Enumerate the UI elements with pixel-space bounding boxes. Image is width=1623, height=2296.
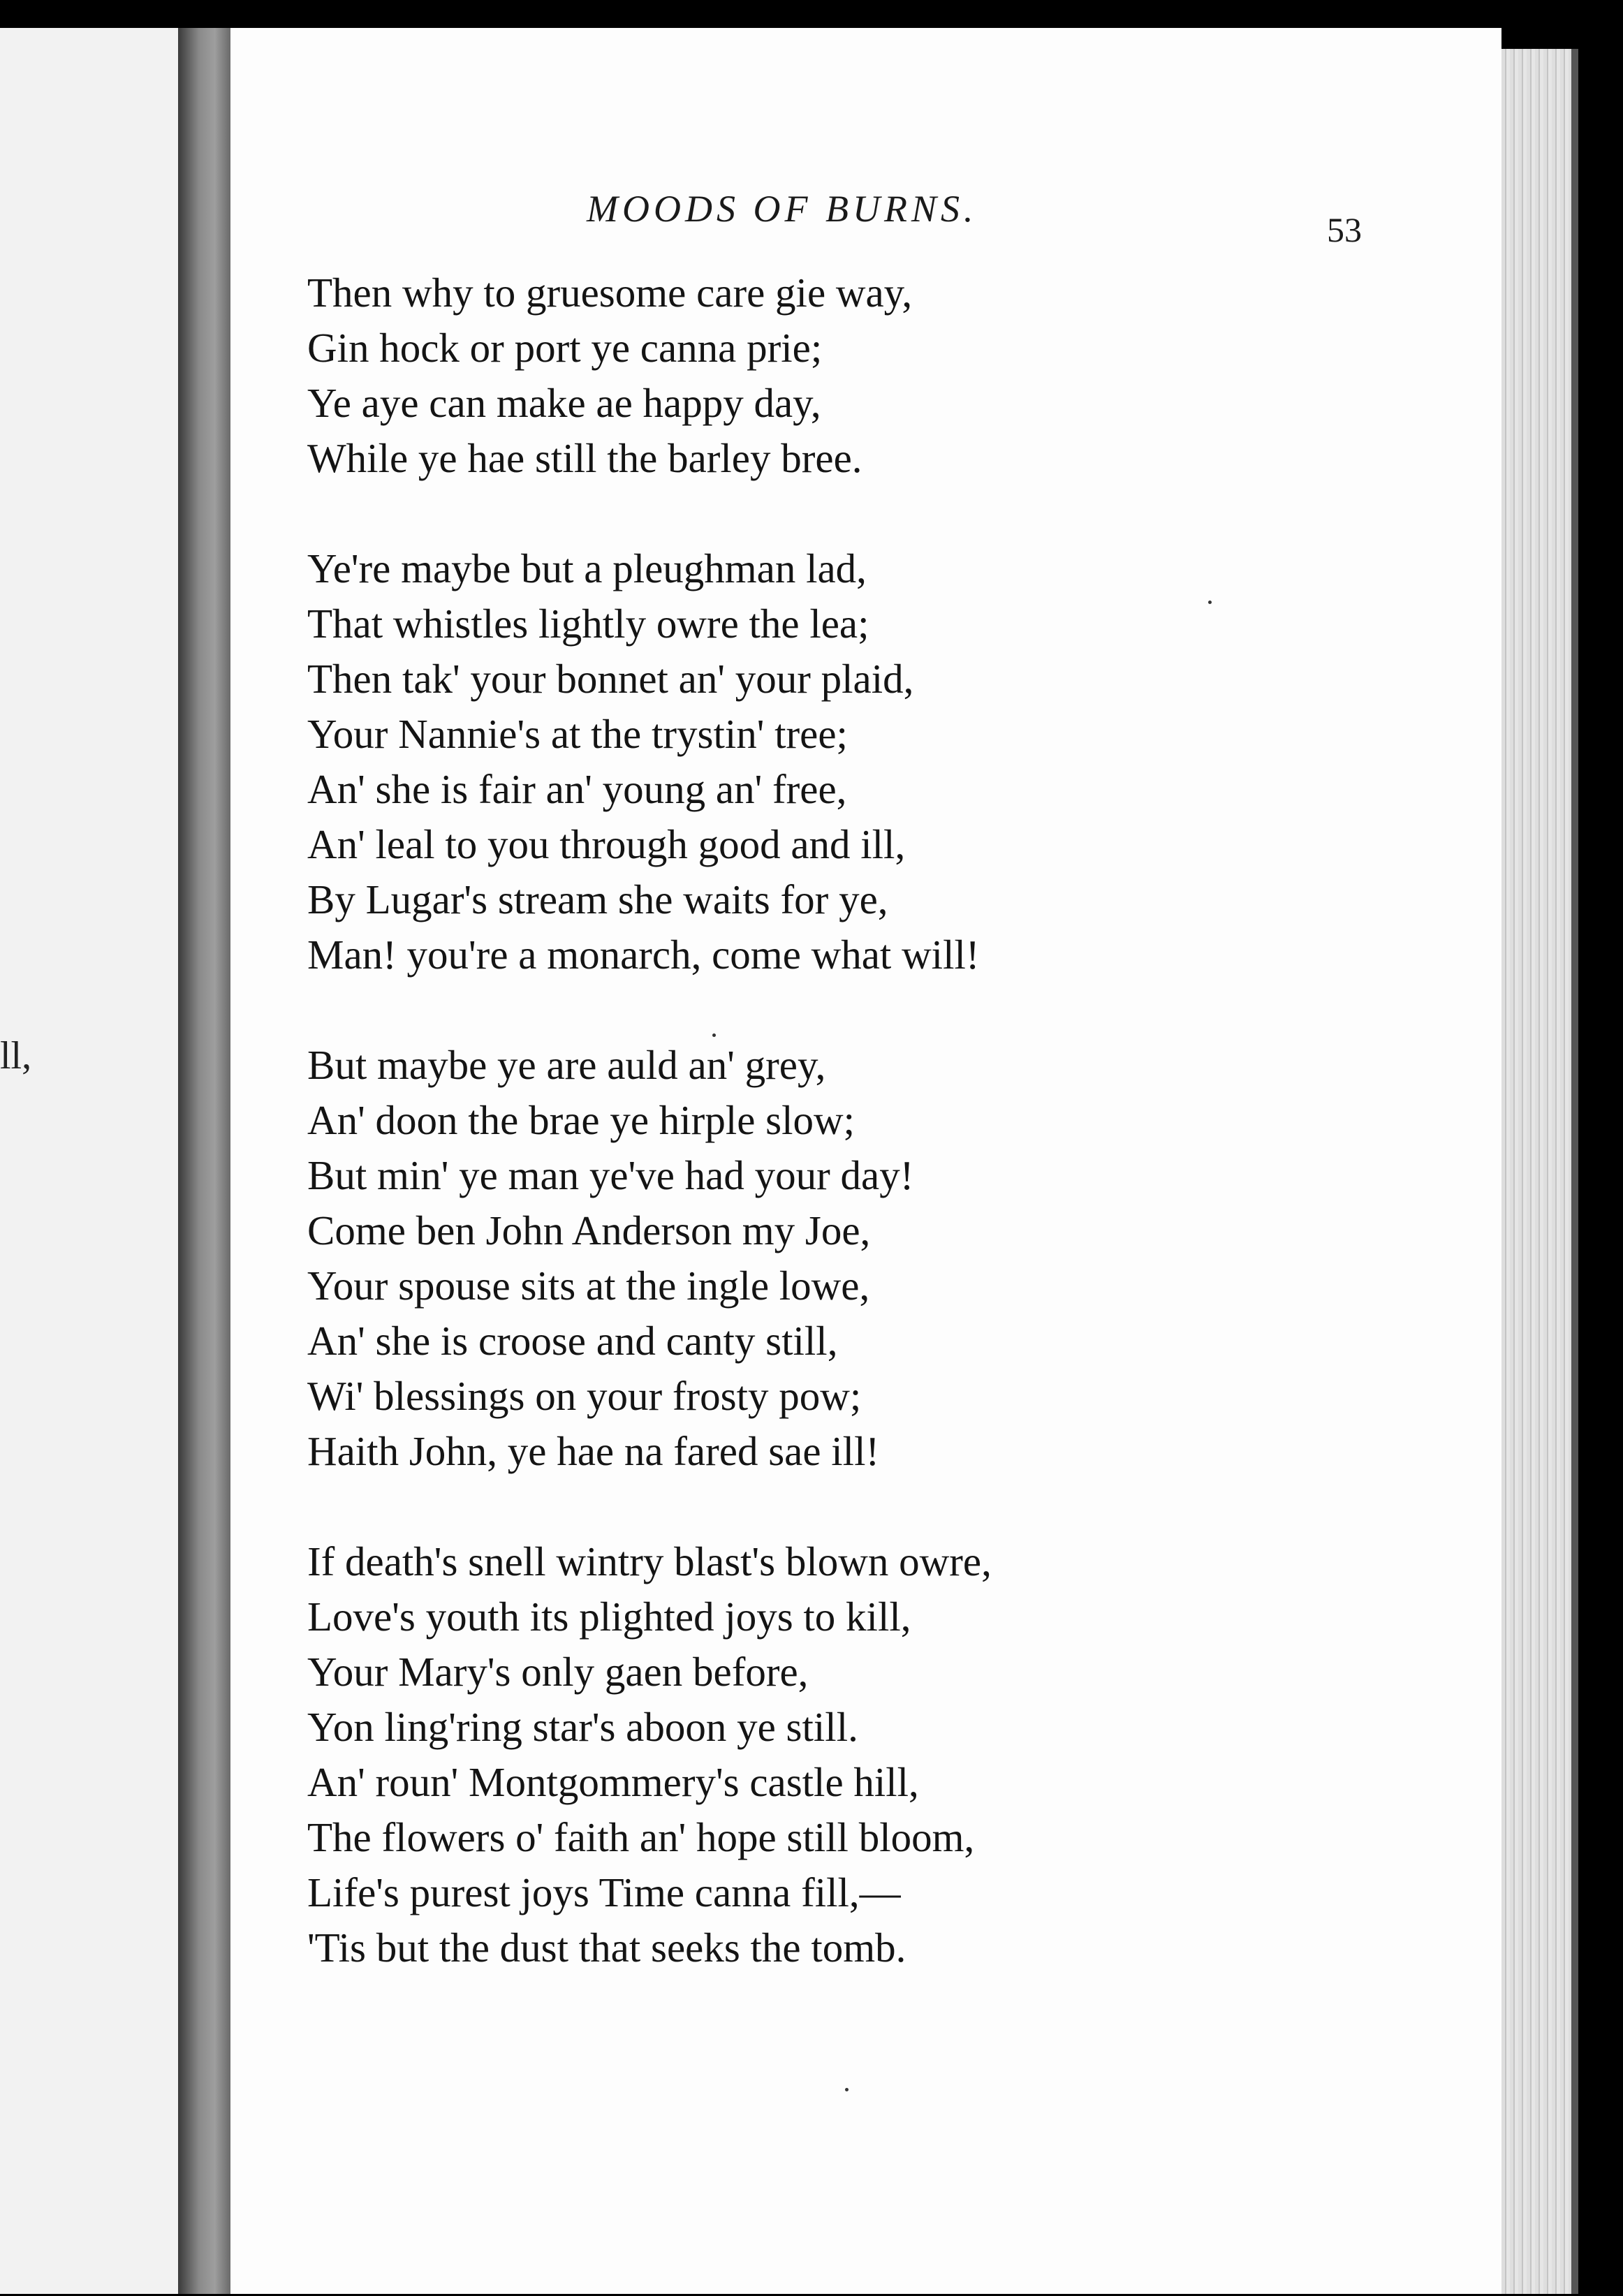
poem-line: The flowers o' faith an' hope still bloom, <box>307 1814 975 1860</box>
paper-speck <box>1208 601 1212 604</box>
poem-line: An' she is croose and canty still, <box>307 1318 838 1364</box>
poem-line: Man! you're a monarch, come what will! <box>307 932 980 978</box>
poem-line: Gin hock or port ye canna prie; <box>307 325 823 371</box>
poem-line: While ye hae still the barley bree. <box>307 435 862 481</box>
poem-line: 'Tis but the dust that seeks the tomb. <box>307 1925 906 1971</box>
poem-line: Your spouse sits at the ingle lowe, <box>307 1263 870 1309</box>
poem-line: Wi' blessings on your frosty pow; <box>307 1373 862 1419</box>
page-edges <box>1501 49 1578 2294</box>
poem-line: Then tak' your bonnet an' your plaid, <box>307 656 914 702</box>
paper-speck <box>712 1033 716 1037</box>
poem-line: Haith John, ye hae na fared sae ill! <box>307 1428 880 1474</box>
poem-line: An' doon the brae ye hirple slow; <box>307 1097 855 1143</box>
poem-line: Yon ling'ring star's aboon ye still. <box>307 1704 858 1750</box>
stanza <box>307 541 1495 983</box>
stanza <box>307 1534 1495 1975</box>
poem-body <box>307 265 1495 2031</box>
poem-line: Ye're maybe but a pleughman lad, <box>307 545 867 591</box>
poem-line: An' leal to you through good and ill, <box>307 821 906 867</box>
stanza <box>307 265 1495 486</box>
poem-line: Come ben John Anderson my Joe, <box>307 1207 871 1253</box>
poem-line: By Lugar's stream she waits for ye, <box>307 876 888 922</box>
poem-line: But min' ye man ye've had your day! <box>307 1152 914 1198</box>
poem-line: An' roun' Montgommery's castle hill, <box>307 1759 919 1805</box>
poem-line: If death's snell wintry blast's blown owre, <box>307 1538 992 1584</box>
poem-line: Ye aye can make ae happy day, <box>307 380 821 426</box>
poem-line: Then why to gruesome care gie way, <box>307 270 913 316</box>
previous-page-fragment: ll, <box>0 1034 32 1077</box>
stanza <box>307 1038 1495 1479</box>
poem-line: But maybe ye are auld an' grey, <box>307 1042 826 1088</box>
page-number: 53 <box>1327 210 1362 249</box>
poem-line: Your Nannie's at the trystin' tree; <box>307 711 848 757</box>
poem-line: That whistles lightly owre the lea; <box>307 601 869 647</box>
paper-speck <box>845 2088 849 2091</box>
poem-line: Love's youth its plighted joys to kill, <box>307 1594 911 1640</box>
poem-line: An' she is fair an' young an' free, <box>307 766 847 812</box>
previous-page <box>0 28 178 2294</box>
book-gutter <box>178 28 230 2294</box>
running-head: MOODS OF BURNS. <box>587 188 978 230</box>
poem-line: Life's purest joys Time canna fill,— <box>307 1869 901 1915</box>
poem-line: Your Mary's only gaen before, <box>307 1649 809 1695</box>
